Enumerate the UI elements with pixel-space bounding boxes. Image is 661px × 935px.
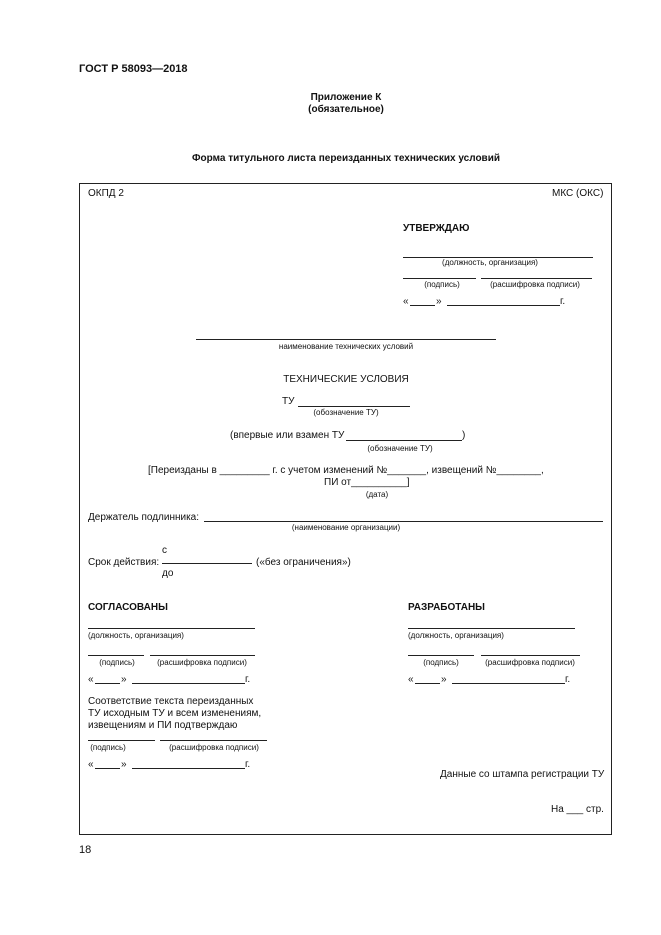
appendix-title: Приложение К: [310, 92, 382, 103]
developed-signature-line: [408, 655, 474, 656]
agreed-signature-caption: (подпись): [99, 658, 135, 667]
conformity-date-close: »: [121, 759, 127, 770]
tu-designation-caption-2: (обозначение ТУ): [367, 444, 433, 453]
conformity-signature-line: [88, 740, 155, 741]
first-or-instead-label: (впервые или взамен ТУ: [230, 430, 345, 441]
developed-date-close: »: [441, 674, 447, 685]
validity-no-limit: («без ограничения»): [256, 557, 351, 568]
agreed-year: г.: [245, 674, 251, 685]
first-or-instead-close: ): [462, 430, 466, 441]
developed-month-line: [452, 683, 565, 684]
developed-position-caption: (должность, организация): [408, 631, 504, 640]
tu-name-caption: наименование технических условий: [278, 342, 414, 351]
page-number: 18: [79, 844, 92, 856]
reissued-line-2: ПИ от__________]: [324, 477, 410, 488]
developed-position-line: [408, 628, 575, 629]
holder-line: [204, 521, 603, 522]
tu-designation-caption: (обозначение ТУ): [313, 408, 379, 417]
developed-date-open: «: [408, 674, 414, 685]
date-caption: (дата): [365, 490, 389, 499]
approve-position-caption: (должность, организация): [442, 258, 538, 267]
validity-to: до: [162, 568, 174, 579]
agreed-position-line: [88, 628, 255, 629]
agreed-heading: СОГЛАСОВАНЫ: [88, 602, 168, 613]
conformity-signature-caption: (подпись): [90, 743, 126, 752]
approve-year: г.: [560, 296, 566, 307]
instead-tu-line: [346, 440, 462, 441]
agreed-date-close: »: [121, 674, 127, 685]
conformity-date-open: «: [88, 759, 94, 770]
conformity-decoding-line: [160, 740, 267, 741]
agreed-month-line: [132, 683, 245, 684]
agreed-decoding-line: [150, 655, 255, 656]
appendix-status: (обязательное): [308, 104, 384, 115]
agreed-position-caption: (должность, организация): [88, 631, 184, 640]
approve-decoding-line: [481, 278, 592, 279]
page-count-label: На ___ стр.: [551, 804, 604, 815]
approve-signature-caption: (подпись): [424, 280, 460, 289]
okpd-label: ОКПД 2: [88, 188, 124, 199]
approve-month-line: [447, 305, 560, 306]
agreed-day-line: [95, 683, 120, 684]
conformity-line-3: извещениям и ПИ подтверждаю: [88, 720, 238, 731]
conformity-decoding-caption: (расшифровка подписи): [169, 743, 259, 752]
conformity-month-line: [132, 768, 245, 769]
standard-designation: ГОСТ Р 58093—2018: [79, 63, 188, 75]
developed-day-line: [415, 683, 440, 684]
mks-label: МКС (ОКС): [552, 188, 604, 199]
approve-heading: УТВЕРЖДАЮ: [403, 223, 470, 234]
conformity-year: г.: [245, 759, 251, 770]
conformity-line-1: Соответствие текста переизданных: [88, 696, 254, 707]
validity-label: Срок действия:: [88, 557, 160, 568]
stamp-data-label: Данные со штампа регистрации ТУ: [440, 769, 605, 780]
developed-decoding-line: [481, 655, 580, 656]
conformity-day-line: [95, 768, 120, 769]
validity-from: с: [162, 545, 167, 556]
reissued-line-1: [Переизданы в _________ г. с учетом изменений №_______, извещений №________,: [148, 465, 544, 476]
tu-designation-line: [298, 406, 410, 407]
agreed-decoding-caption: (расшифровка подписи): [157, 658, 247, 667]
developed-heading: РАЗРАБОТАНЫ: [408, 602, 485, 613]
tech-conditions-heading: ТЕХНИЧЕСКИЕ УСЛОВИЯ: [283, 374, 409, 385]
agreed-date-open: «: [88, 674, 94, 685]
approve-day-line: [410, 305, 435, 306]
validity-line: [162, 563, 252, 564]
approve-date-close: »: [436, 296, 442, 307]
holder-label: Держатель подлинника:: [88, 512, 200, 523]
developed-year: г.: [565, 674, 571, 685]
form-title: Форма титульного листа переизданных технических условий: [192, 153, 500, 164]
org-name-caption: (наименование организации): [291, 523, 401, 532]
tu-name-line: [196, 339, 496, 340]
conformity-line-2: ТУ исходным ТУ и всем изменениям,: [88, 708, 262, 719]
developed-signature-caption: (подпись): [423, 658, 459, 667]
tu-prefix: ТУ: [282, 396, 295, 407]
approve-decoding-caption: (расшифровка подписи): [490, 280, 580, 289]
agreed-signature-line: [88, 655, 144, 656]
approve-signature-line: [403, 278, 476, 279]
approve-date-open: «: [403, 296, 409, 307]
developed-decoding-caption: (расшифровка подписи): [485, 658, 575, 667]
